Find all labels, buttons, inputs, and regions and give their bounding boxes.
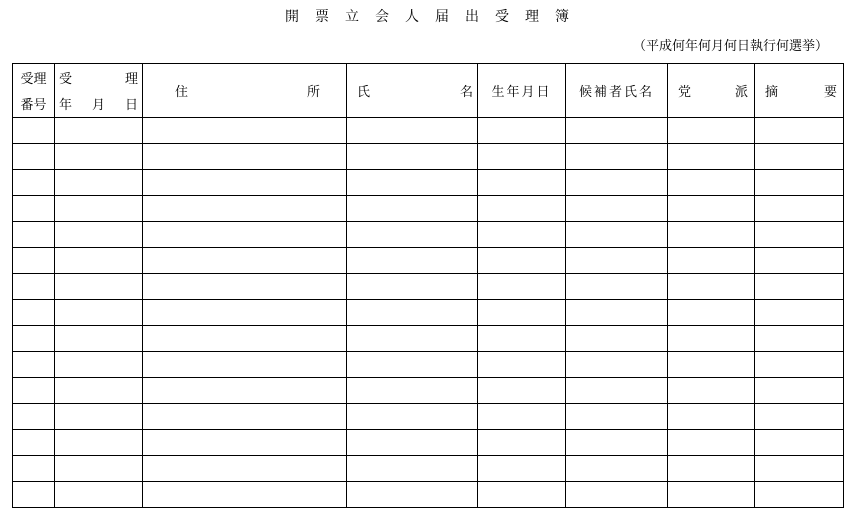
cell-name [347, 482, 478, 508]
cell-receipt-date [55, 222, 143, 248]
header-row [13, 64, 844, 118]
cell-receipt-number [13, 378, 55, 404]
cell-receipt-date [55, 482, 143, 508]
cell-birthdate [478, 222, 566, 248]
cell-address [143, 378, 347, 404]
cell-party [668, 300, 755, 326]
cell-remarks [755, 196, 844, 222]
table-row [13, 352, 844, 378]
cell-candidate-name [566, 378, 668, 404]
cell-candidate-name [566, 144, 668, 170]
cell-party [668, 222, 755, 248]
header-receipt-date [55, 64, 143, 118]
cell-receipt-number [13, 170, 55, 196]
cell-receipt-date [55, 196, 143, 222]
cell-name [347, 274, 478, 300]
table-row [13, 248, 844, 274]
cell-remarks [755, 326, 844, 352]
table-row [13, 118, 844, 144]
cell-candidate-name [566, 430, 668, 456]
header-receipt-number [13, 64, 55, 118]
cell-birthdate [478, 404, 566, 430]
cell-party [668, 352, 755, 378]
cell-receipt-number [13, 300, 55, 326]
cell-address [143, 482, 347, 508]
cell-candidate-name [566, 170, 668, 196]
table-row [13, 144, 844, 170]
cell-receipt-date [55, 430, 143, 456]
cell-remarks [755, 430, 844, 456]
header-address-sho: 所 [306, 85, 320, 100]
table-row [13, 482, 844, 508]
table-row [13, 404, 844, 430]
header-receipt-date-ri: 理 [124, 71, 138, 87]
header-receipt-date-ju: 受 [59, 71, 73, 87]
table-row [13, 326, 844, 352]
cell-receipt-number [13, 248, 55, 274]
cell-birthdate [478, 274, 566, 300]
header-receipt-number-line2: 番号 [20, 98, 47, 114]
header-remarks [755, 64, 844, 118]
cell-address [143, 352, 347, 378]
cell-candidate-name [566, 352, 668, 378]
cell-receipt-date [55, 378, 143, 404]
cell-address [143, 196, 347, 222]
cell-party [668, 248, 755, 274]
cell-receipt-number [13, 196, 55, 222]
cell-receipt-date [55, 326, 143, 352]
cell-receipt-date [55, 300, 143, 326]
header-party [668, 64, 755, 118]
cell-remarks [755, 222, 844, 248]
table-row [13, 456, 844, 482]
cell-address [143, 170, 347, 196]
cell-candidate-name [566, 274, 668, 300]
register-body [13, 118, 844, 508]
cell-remarks [755, 144, 844, 170]
header-address [143, 64, 347, 118]
cell-receipt-number [13, 274, 55, 300]
header-name-mei: 名 [459, 85, 473, 100]
cell-birthdate [478, 118, 566, 144]
cell-receipt-number [13, 352, 55, 378]
header-receipt-date-month: 月 [91, 98, 105, 114]
cell-birthdate [478, 170, 566, 196]
cell-remarks [755, 482, 844, 508]
cell-party [668, 196, 755, 222]
cell-receipt-date [55, 274, 143, 300]
cell-address [143, 248, 347, 274]
cell-birthdate [478, 352, 566, 378]
cell-receipt-number [13, 326, 55, 352]
header-address-ju: 住 [175, 85, 189, 100]
table-row [13, 222, 844, 248]
cell-receipt-number [13, 144, 55, 170]
table-row [13, 430, 844, 456]
cell-party [668, 404, 755, 430]
cell-party [668, 170, 755, 196]
cell-birthdate [478, 144, 566, 170]
document-title: 開票立会人届出受理簿 [285, 9, 585, 25]
cell-name [347, 222, 478, 248]
cell-name [347, 430, 478, 456]
cell-address [143, 118, 347, 144]
cell-address [143, 222, 347, 248]
election-subtitle: （平成何年何月何日執行何選挙） [632, 39, 828, 54]
cell-candidate-name [566, 196, 668, 222]
cell-receipt-date [55, 352, 143, 378]
header-remarks-yo: 要 [823, 85, 837, 100]
cell-candidate-name [566, 326, 668, 352]
cell-birthdate [478, 482, 566, 508]
cell-candidate-name [566, 300, 668, 326]
cell-party [668, 274, 755, 300]
cell-name [347, 404, 478, 430]
cell-candidate-name [566, 222, 668, 248]
cell-receipt-number [13, 404, 55, 430]
header-receipt-date-day: 日 [124, 98, 138, 114]
cell-name [347, 378, 478, 404]
cell-receipt-date [55, 248, 143, 274]
cell-party [668, 482, 755, 508]
cell-birthdate [478, 196, 566, 222]
cell-remarks [755, 170, 844, 196]
cell-birthdate [478, 430, 566, 456]
cell-name [347, 118, 478, 144]
cell-party [668, 430, 755, 456]
cell-party [668, 378, 755, 404]
cell-receipt-date [55, 456, 143, 482]
cell-receipt-date [55, 144, 143, 170]
header-receipt-date-year: 年 [59, 98, 73, 114]
cell-receipt-number [13, 222, 55, 248]
header-name [347, 64, 478, 118]
header-candidate-name [566, 64, 668, 118]
cell-candidate-name [566, 248, 668, 274]
cell-address [143, 326, 347, 352]
table-row [13, 378, 844, 404]
cell-remarks [755, 274, 844, 300]
cell-receipt-number [13, 456, 55, 482]
cell-name [347, 144, 478, 170]
table-row [13, 170, 844, 196]
cell-address [143, 430, 347, 456]
cell-name [347, 300, 478, 326]
cell-party [668, 144, 755, 170]
cell-receipt-number [13, 430, 55, 456]
cell-name [347, 248, 478, 274]
header-candidate-name-label: 候補者氏名 [578, 85, 654, 100]
header-receipt-number-line1: 受理 [20, 71, 47, 87]
cell-party [668, 326, 755, 352]
cell-remarks [755, 118, 844, 144]
header-birthdate [478, 64, 566, 118]
cell-remarks [755, 352, 844, 378]
cell-birthdate [478, 456, 566, 482]
header-remarks-teki: 摘 [765, 85, 779, 100]
cell-remarks [755, 404, 844, 430]
cell-candidate-name [566, 404, 668, 430]
cell-birthdate [478, 300, 566, 326]
header-birthdate-label: 生年月日 [491, 85, 552, 100]
cell-remarks [755, 456, 844, 482]
cell-address [143, 300, 347, 326]
header-party-to: 党 [678, 85, 692, 100]
cell-birthdate [478, 326, 566, 352]
cell-name [347, 170, 478, 196]
table-row [13, 300, 844, 326]
cell-address [143, 144, 347, 170]
cell-name [347, 326, 478, 352]
cell-receipt-date [55, 404, 143, 430]
cell-receipt-date [55, 170, 143, 196]
cell-candidate-name [566, 482, 668, 508]
cell-name [347, 352, 478, 378]
cell-candidate-name [566, 456, 668, 482]
cell-candidate-name [566, 118, 668, 144]
header-name-shi: 氏 [357, 85, 371, 100]
cell-remarks [755, 378, 844, 404]
cell-address [143, 404, 347, 430]
cell-remarks [755, 248, 844, 274]
cell-remarks [755, 300, 844, 326]
cell-receipt-number [13, 118, 55, 144]
register-table [12, 63, 844, 508]
cell-receipt-number [13, 482, 55, 508]
table-row [13, 196, 844, 222]
cell-address [143, 274, 347, 300]
cell-party [668, 456, 755, 482]
cell-name [347, 196, 478, 222]
cell-name [347, 456, 478, 482]
cell-receipt-date [55, 118, 143, 144]
header-party-ha: 派 [734, 85, 748, 100]
cell-party [668, 118, 755, 144]
cell-birthdate [478, 378, 566, 404]
cell-address [143, 456, 347, 482]
table-row [13, 274, 844, 300]
cell-birthdate [478, 248, 566, 274]
